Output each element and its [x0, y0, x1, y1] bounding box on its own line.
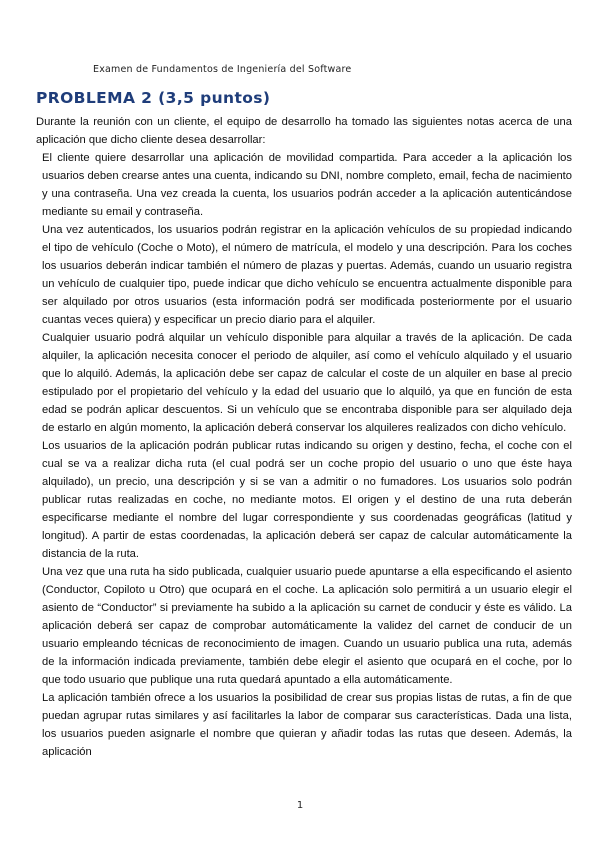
paragraph-rentals: Cualquier usuario podrá alquilar un vehículo disponible para alquilar a través de la aplicación. De cada alquiler, la aplicación necesita conocer el periodo de alquiler, así como el vehículo alquilado y el usuario que lo alquiló. Además, la aplicación debe ser capaz de calcular el coste de un alquiler en base al precio estipulado por el propietario del vehículo y la edad del usuario que lo alquiló, ya que en función de esta edad se podrán aplicar descuentos. Si un vehículo que se encontraba disponible para ser alquilado deja de estarlo en algún momento, la aplicación deberá conservar los alquileres realizados con dicho vehículo.	[42, 332, 572, 434]
paragraph-account: El cliente quiere desarrollar una aplicación de movilidad compartida. Para acceder a la aplicación los usuarios deben crearse antes una cuenta, indicando su DNI, nombre completo, email, fecha de nacimiento y una contraseña. Una vez creada la cuenta, los usuarios podrán acceder a la aplicación autenticándose mediante su email y contraseña.	[42, 152, 572, 218]
intro-paragraph: Durante la reunión con un cliente, el equipo de desarrollo ha tomado las siguientes notas acerca de una aplicación que dicho cliente desea desarrollar:	[36, 116, 572, 146]
page-header: Examen de Fundamentos de Ingeniería del Software	[93, 64, 352, 75]
paragraph-seats: Una vez que una ruta ha sido publicada, cualquier usuario puede apuntarse a ella especificando el asiento (Conductor, Copiloto u Otro) que ocupará en el coche. La aplicación solo permitirá a un usuario elegir el asiento de “Conductor” si previamente ha subido a la aplicación su carnet de conducir y éste es válido. La aplicación deberá ser capaz de comprobar automáticamente la validez del carnet de conducir de un usuario empleando técnicas de reconocimiento de imagen. Cuando un usuario publica una ruta, además de la información indicada previamente, también debe elegir el asiento que ocupará en el coche, por lo que todo usuario que publique una ruta quedará apuntado a ella automáticamente.	[42, 566, 572, 686]
paragraph-vehicles: Una vez autenticados, los usuarios podrán registrar en la aplicación vehículos de su propiedad indicando el tipo de vehículo (Coche o Moto), el número de matrícula, el modelo y una descripción. Para los coches los usuarios deberán indicar también el número de plazas y puertas. Además, cuando un usuario registra un vehículo de cualquier tipo, puede indicar que dicho vehículo se encuentra actualmente disponible para ser alquilado por otros usuarios (esta información podrá ser modificada posteriormente por el usuario cuantas veces quiera) y especificar un precio diario para el alquiler.	[42, 224, 572, 326]
problem-title: PROBLEMA 2 (3,5 puntos)	[36, 89, 271, 107]
page-number: 1	[296, 800, 304, 811]
paragraph-routes: Los usuarios de la aplicación podrán publicar rutas indicando su origen y destino, fecha, el coche con el cual se va a realizar dicha ruta (el cual podrá ser un coche propio del usuario o uno que éste haya alquilado), un precio, una descripción y si se van a admitir o no fumadores. Los usuarios solo podrán publicar rutas realizadas en coche, no mediante motos. El origen y el destino de una ruta deberán especificarse mediante el nombre del lugar correspondiente y sus coordenadas geográficas (latitud y longitud). A partir de estas coordenadas, la aplicación deberá ser capaz de calcular automáticamente la distancia de la ruta.	[42, 440, 572, 560]
paragraph-lists: La aplicación también ofrece a los usuarios la posibilidad de crear sus propias listas de rutas, a fin de que puedan agrupar rutas similares y así facilitarles la labor de comparar sus características. Dada una lista, los usuarios pueden asignarle el nombre que quieran y añadir todas las rutas que deseen. Además, la aplicación	[42, 692, 572, 758]
problem-body	[42, 149, 572, 761]
